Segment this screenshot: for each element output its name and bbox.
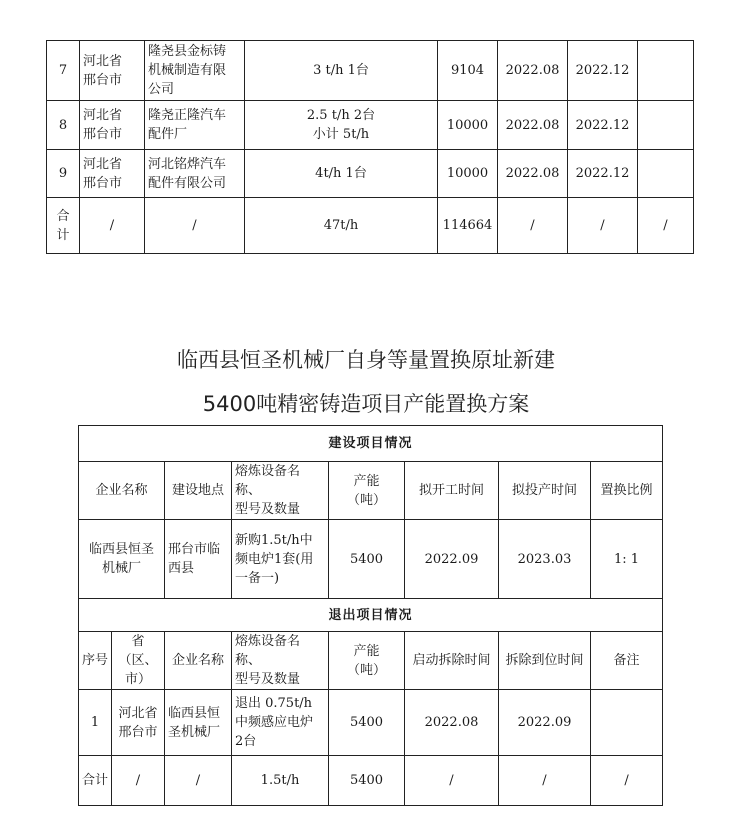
header-capacity: 产能 （吨） xyxy=(329,462,405,520)
row-province-cell: 河北省 邢台市 xyxy=(80,150,145,198)
header-start: 拟开工时间 xyxy=(405,462,499,520)
header-location: 建设地点 xyxy=(165,462,232,520)
row-start-cell: 2022.08 xyxy=(498,41,568,101)
row-province-cell: 河北省 邢台市 xyxy=(80,41,145,101)
total-company-cell: / xyxy=(145,198,245,254)
header-old-equipment: 熔炼设备名称、 型号及数量 xyxy=(232,632,329,690)
row-company-cell: 隆尧正隆汽车 配件厂 xyxy=(145,101,245,150)
header-old-company: 企业名称 xyxy=(165,632,232,690)
new-company-cell: 临西县恒圣 机械厂 xyxy=(79,520,165,599)
total-start-cell: / xyxy=(405,756,499,806)
old-end-cell: 2022.09 xyxy=(499,690,591,756)
old-no-cell: 1 xyxy=(79,690,112,756)
row-remark-cell xyxy=(638,101,694,150)
table-row xyxy=(47,150,694,198)
total-province-cell: / xyxy=(80,198,145,254)
new-operate-cell: 2023.03 xyxy=(499,520,591,599)
new-equipment-cell: 新购1.5t/h中 频电炉1套(用 一备一) xyxy=(232,520,329,599)
old-equipment-cell: 退出 0.75t/h 中频感应电炉 2台 xyxy=(232,690,329,756)
row-remark-cell xyxy=(638,150,694,198)
row-equipment-cell: 3 t/h 1台 xyxy=(245,41,438,101)
row-no-cell: 9 xyxy=(47,150,80,198)
table-row xyxy=(47,41,694,101)
table-row xyxy=(47,101,694,150)
new-start-cell: 2022.09 xyxy=(405,520,499,599)
row-capacity-cell: 10000 xyxy=(438,150,498,198)
total-label-cell: 合计 xyxy=(79,756,112,806)
total-capacity-cell: 114664 xyxy=(438,198,498,254)
total-company-cell: / xyxy=(165,756,232,806)
row-province-cell: 河北省 邢台市 xyxy=(80,101,145,150)
old-province-cell: 河北省 邢台市 xyxy=(112,690,165,756)
header-equipment: 熔炼设备名称、 型号及数量 xyxy=(232,462,329,520)
row-equipment-cell: 4t/h 1台 xyxy=(245,150,438,198)
row-start-cell: 2022.08 xyxy=(498,150,568,198)
total-start-cell: / xyxy=(498,198,568,254)
row-end-cell: 2022.12 xyxy=(568,101,638,150)
header-remark: 备注 xyxy=(591,632,663,690)
row-end-cell: 2022.12 xyxy=(568,150,638,198)
old-project-section-title: 退出项目情况 xyxy=(79,599,663,632)
row-capacity-cell: 9104 xyxy=(438,41,498,101)
new-project-section-title: 建设项目情况 xyxy=(79,426,663,462)
row-company-cell: 河北铭烨汽车 配件有限公司 xyxy=(145,150,245,198)
total-remark-cell: / xyxy=(591,756,663,806)
header-province: 省（区、 市） xyxy=(112,632,165,690)
header-ratio: 置换比例 xyxy=(591,462,663,520)
row-start-cell: 2022.08 xyxy=(498,101,568,150)
old-start-cell: 2022.08 xyxy=(405,690,499,756)
total-equipment-cell: 47t/h xyxy=(245,198,438,254)
total-capacity-cell: 5400 xyxy=(329,756,405,806)
row-remark-cell xyxy=(638,41,694,101)
total-end-cell: / xyxy=(499,756,591,806)
header-dismantle-start: 启动拆除时间 xyxy=(405,632,499,690)
total-remark-cell: / xyxy=(638,198,694,254)
total-equipment-cell: 1.5t/h xyxy=(232,756,329,806)
new-capacity-cell: 5400 xyxy=(329,520,405,599)
old-company-cell: 临西县恒 圣机械厂 xyxy=(165,690,232,756)
retired-capacity-table xyxy=(46,40,694,254)
row-capacity-cell: 10000 xyxy=(438,101,498,150)
page-title-line2: 5400吨精密铸造项目产能置换方案 xyxy=(202,392,530,416)
header-old-capacity: 产能 （吨） xyxy=(329,632,405,690)
page-title-line1: 临西县恒圣机械厂自身等量置换原址新建 xyxy=(177,348,555,372)
old-capacity-cell: 5400 xyxy=(329,690,405,756)
total-province-cell: / xyxy=(112,756,165,806)
old-remark-cell xyxy=(591,690,663,756)
row-no-cell: 7 xyxy=(47,41,80,101)
total-label-cell: 合 计 xyxy=(47,198,80,254)
new-location-cell: 邢台市临 西县 xyxy=(165,520,232,599)
row-company-cell: 隆尧县金标铸 机械制造有限 公司 xyxy=(145,41,245,101)
total-end-cell: / xyxy=(568,198,638,254)
header-company: 企业名称 xyxy=(79,462,165,520)
header-dismantle-end: 拆除到位时间 xyxy=(499,632,591,690)
header-no: 序号 xyxy=(79,632,112,690)
row-equipment-cell: 2.5 t/h 2台 小计 5t/h xyxy=(245,101,438,150)
header-operate: 拟投产时间 xyxy=(499,462,591,520)
table-total-row xyxy=(47,198,694,254)
new-ratio-cell: 1: 1 xyxy=(591,520,663,599)
row-end-cell: 2022.12 xyxy=(568,41,638,101)
capacity-replacement-plan-table xyxy=(78,425,663,806)
row-no-cell: 8 xyxy=(47,101,80,150)
